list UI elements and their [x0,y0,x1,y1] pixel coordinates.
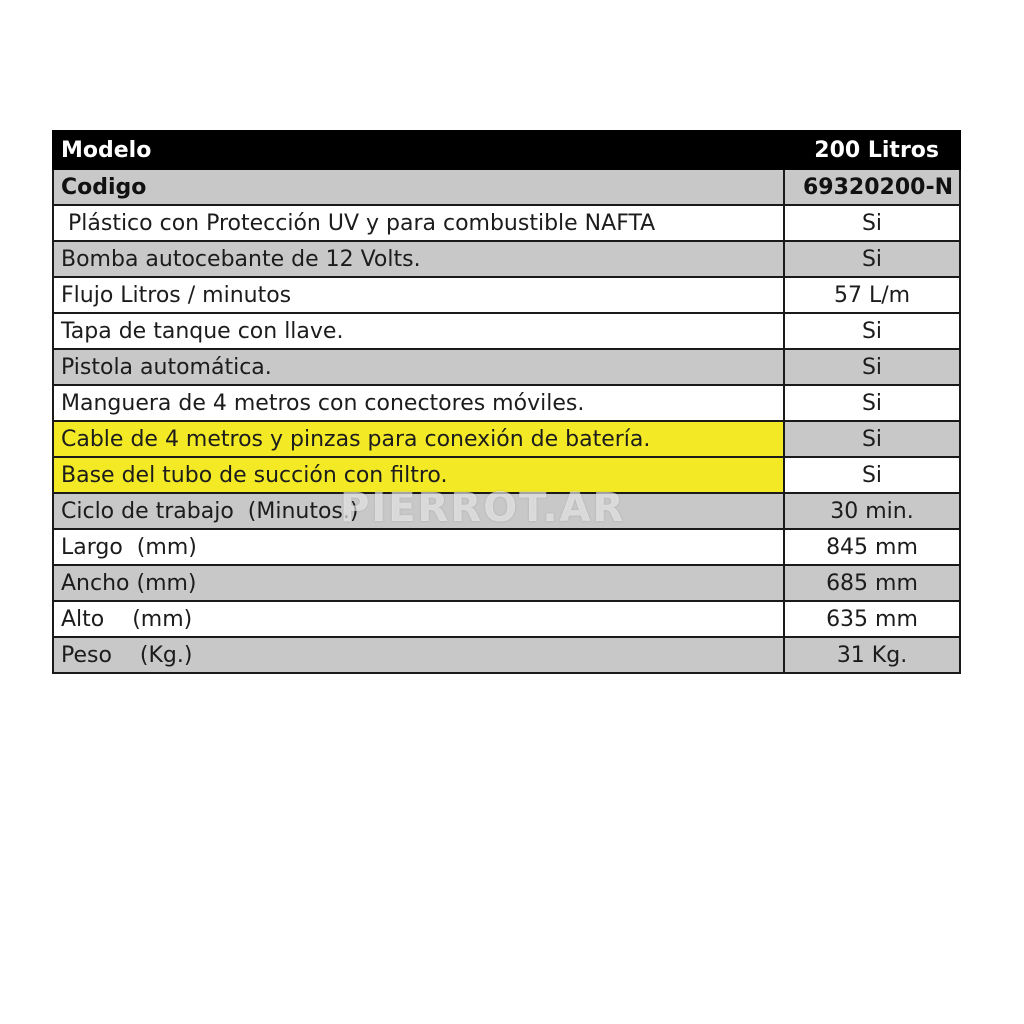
row-label: Pistola automática. [53,349,784,385]
row-label: Bomba autocebante de 12 Volts. [53,241,784,277]
table-header-row [53,131,960,169]
spec-rows [53,205,960,673]
row-label: Alto (mm) [53,601,784,637]
row-label: Base del tubo de succión con filtro. [53,457,784,493]
row-label: Manguera de 4 metros con conectores móviles. [53,385,784,421]
row-label: Cable de 4 metros y pinzas para conexión de batería. [53,421,784,457]
row-value: Si [784,385,960,421]
row-label: Largo (mm) [53,529,784,565]
table-row [53,601,960,637]
row-label: Peso (Kg.) [53,637,784,673]
row-value: 635 mm [784,601,960,637]
table-row [53,457,960,493]
row-value: 57 L/m [784,277,960,313]
row-value: Si [784,421,960,457]
spec-table [52,130,961,674]
table-row [53,529,960,565]
code-value: 69320200-N [784,169,960,205]
table-row [53,277,960,313]
row-value: 30 min. [784,493,960,529]
table-row [53,313,960,349]
table-row [53,241,960,277]
row-value: Si [784,241,960,277]
table-row [53,385,960,421]
table-row [53,565,960,601]
row-value: 685 mm [784,565,960,601]
table-row [53,205,960,241]
row-value: Si [784,205,960,241]
code-row [53,169,960,205]
row-value: Si [784,349,960,385]
row-label: Flujo Litros / minutos [53,277,784,313]
header-value: 200 Litros [784,131,960,169]
row-value: 31 Kg. [784,637,960,673]
table-row [53,421,960,457]
row-label: Plástico con Protección UV y para combustible NAFTA [53,205,784,241]
table-row [53,349,960,385]
row-value: 845 mm [784,529,960,565]
row-label: Ancho (mm) [53,565,784,601]
table-row [53,493,960,529]
row-value: Si [784,313,960,349]
code-label: Codigo [53,169,784,205]
row-value: Si [784,457,960,493]
header-label: Modelo [53,131,784,169]
row-label: Tapa de tanque con llave. [53,313,784,349]
watermark-text: PIERROT.AR [340,485,626,531]
table-row [53,637,960,673]
row-label: Ciclo de trabajo (Minutos.) [53,493,784,529]
